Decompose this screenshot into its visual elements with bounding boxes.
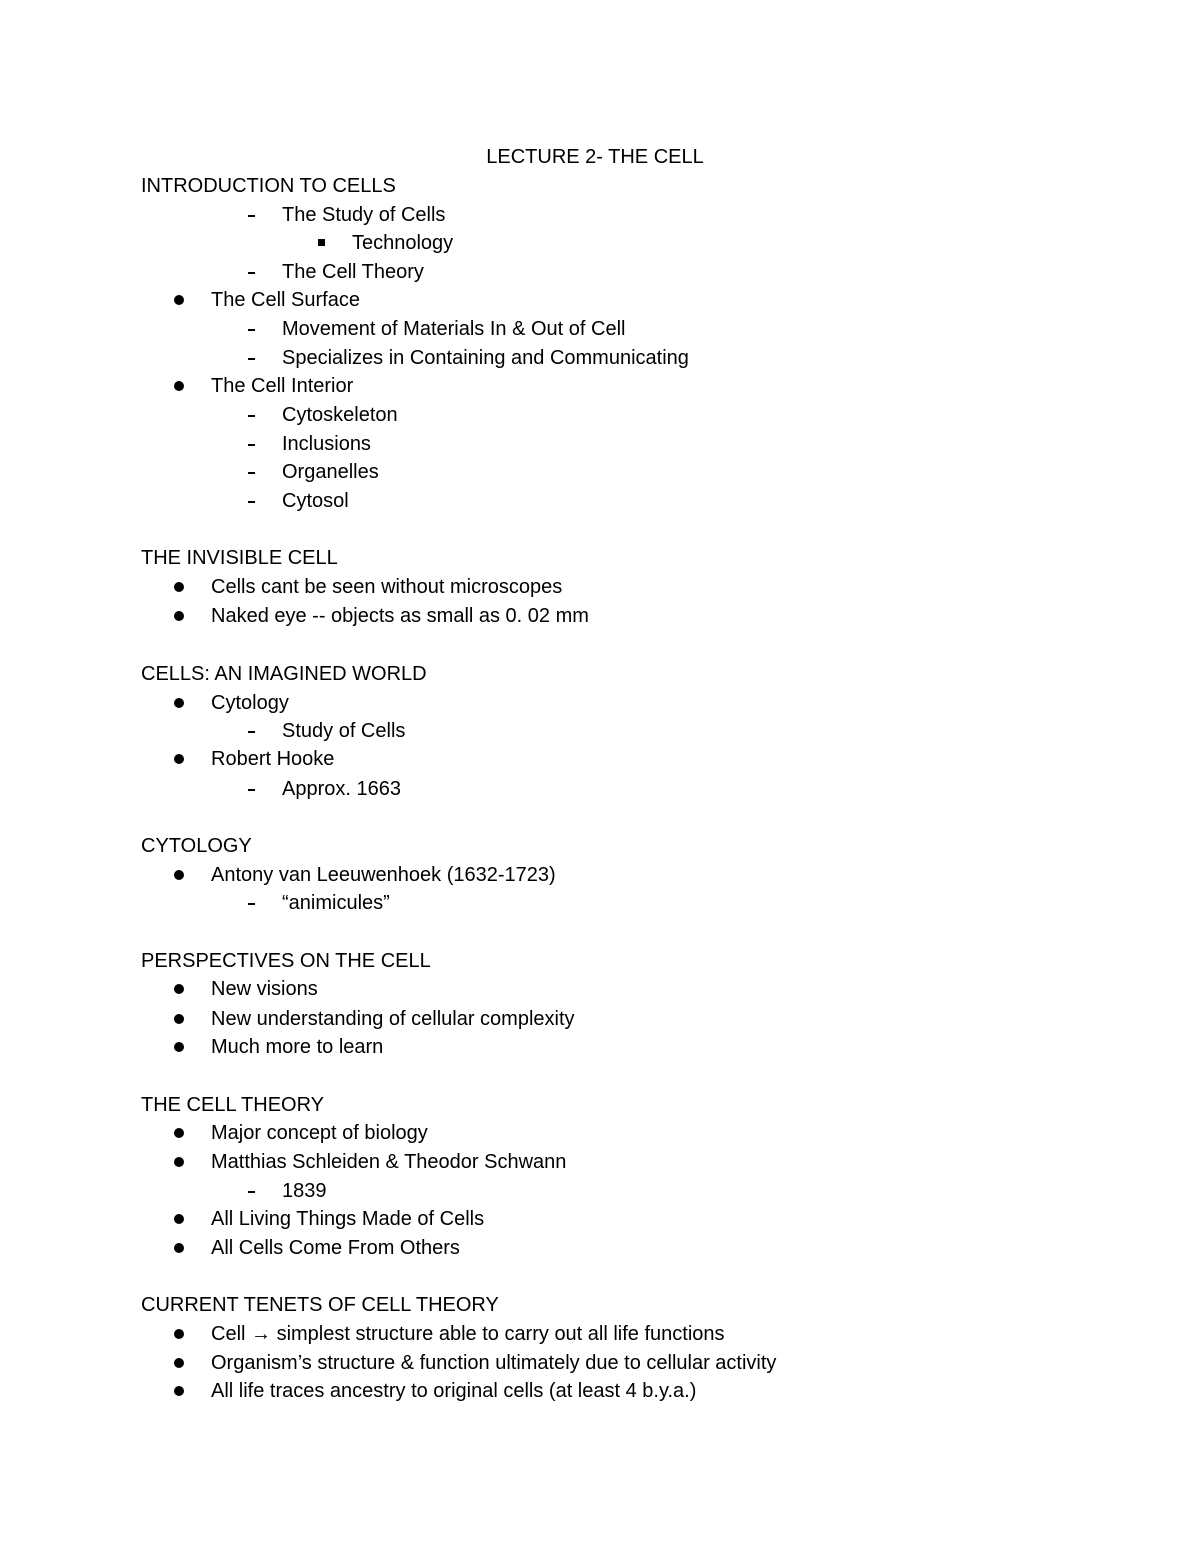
bullet-icon bbox=[174, 1119, 188, 1147]
list-item-text: Major concept of biology bbox=[211, 1122, 428, 1144]
list-item-text: Cytosol bbox=[282, 490, 349, 512]
list-item-text: Specializes in Containing and Communicating bbox=[282, 347, 689, 369]
dash-icon bbox=[248, 430, 262, 458]
list-item-text: “animicules” bbox=[282, 892, 390, 914]
list-item-text: All Cells Come From Others bbox=[211, 1237, 460, 1259]
dash-icon bbox=[248, 201, 262, 229]
list-item-text: The Cell Surface bbox=[211, 289, 360, 311]
section-heading-text: PERSPECTIVES ON THE CELL bbox=[141, 950, 431, 972]
bullet-icon bbox=[174, 1148, 188, 1176]
bullet-icon bbox=[174, 286, 188, 314]
list-item-text: All life traces ancestry to original cells (at least 4 b.y.a.) bbox=[211, 1380, 697, 1402]
list-item-text: The Cell Interior bbox=[211, 375, 354, 397]
dash-icon bbox=[248, 458, 262, 486]
list-item-text: 1839 bbox=[282, 1180, 327, 1202]
bullet-icon bbox=[174, 689, 188, 717]
bullet-icon bbox=[174, 1349, 188, 1377]
list-item-text: New understanding of cellular complexity bbox=[211, 1008, 575, 1030]
dash-icon bbox=[248, 344, 262, 372]
list-item-text: Inclusions bbox=[282, 433, 371, 455]
list-item-text: Approx. 1663 bbox=[282, 778, 401, 800]
square-bullet-icon bbox=[318, 229, 332, 257]
list-item-text: Cells cant be seen without microscopes bbox=[211, 576, 563, 598]
list-item-text: Cell → simplest structure able to carry out all life functions bbox=[211, 1323, 725, 1345]
list-item-text: Study of Cells bbox=[282, 720, 406, 742]
section-heading-text: INTRODUCTION TO CELLS bbox=[141, 175, 396, 197]
section-heading-text: CELLS: AN IMAGINED WORLD bbox=[141, 663, 427, 685]
bullet-icon bbox=[174, 975, 188, 1003]
section-heading-text: CYTOLOGY bbox=[141, 835, 252, 857]
section-heading-text: CURRENT TENETS OF CELL THEORY bbox=[141, 1294, 499, 1316]
dash-icon bbox=[248, 401, 262, 429]
dash-icon bbox=[248, 775, 262, 803]
section-heading-text: THE INVISIBLE CELL bbox=[141, 547, 338, 569]
list-item-text: Matthias Schleiden & Theodor Schwann bbox=[211, 1151, 567, 1173]
list-item-text: Organelles bbox=[282, 461, 379, 483]
dash-icon bbox=[248, 487, 262, 515]
list-item-text: Organism’s structure & function ultimately due to cellular activity bbox=[211, 1352, 777, 1374]
bullet-icon bbox=[174, 1320, 188, 1348]
list-item-text: The Study of Cells bbox=[282, 204, 446, 226]
list-item-text: Much more to learn bbox=[211, 1036, 384, 1058]
section-heading-text: THE CELL THEORY bbox=[141, 1094, 325, 1116]
dash-icon bbox=[248, 717, 262, 745]
bullet-icon bbox=[174, 573, 188, 601]
list-item-text: Robert Hooke bbox=[211, 748, 335, 770]
bullet-icon bbox=[174, 1234, 188, 1262]
bullet-icon bbox=[174, 372, 188, 400]
list-item-text: The Cell Theory bbox=[282, 261, 424, 283]
dash-icon bbox=[248, 1177, 262, 1205]
bullet-icon bbox=[174, 745, 188, 773]
dash-icon bbox=[248, 889, 262, 917]
dash-icon bbox=[248, 258, 262, 286]
list-item-text: Cytology bbox=[211, 692, 289, 714]
list-item-text: Movement of Materials In & Out of Cell bbox=[282, 318, 626, 340]
bullet-icon bbox=[174, 861, 188, 889]
list-item-text: All Living Things Made of Cells bbox=[211, 1208, 485, 1230]
bullet-icon bbox=[174, 602, 188, 630]
list-item-text: Antony van Leeuwenhoek (1632-1723) bbox=[211, 864, 556, 886]
dash-icon bbox=[248, 315, 262, 343]
list-item-text: Naked eye -- objects as small as 0. 02 mm bbox=[211, 605, 589, 627]
list-item-text: Cytoskeleton bbox=[282, 404, 398, 426]
page-title: LECTURE 2- THE CELL bbox=[486, 146, 704, 168]
list-item-text: Technology bbox=[352, 232, 454, 254]
bullet-icon bbox=[174, 1205, 188, 1233]
bullet-icon bbox=[174, 1377, 188, 1405]
list-item-text: New visions bbox=[211, 978, 318, 1000]
bullet-icon bbox=[174, 1005, 188, 1033]
bullet-icon bbox=[174, 1033, 188, 1061]
